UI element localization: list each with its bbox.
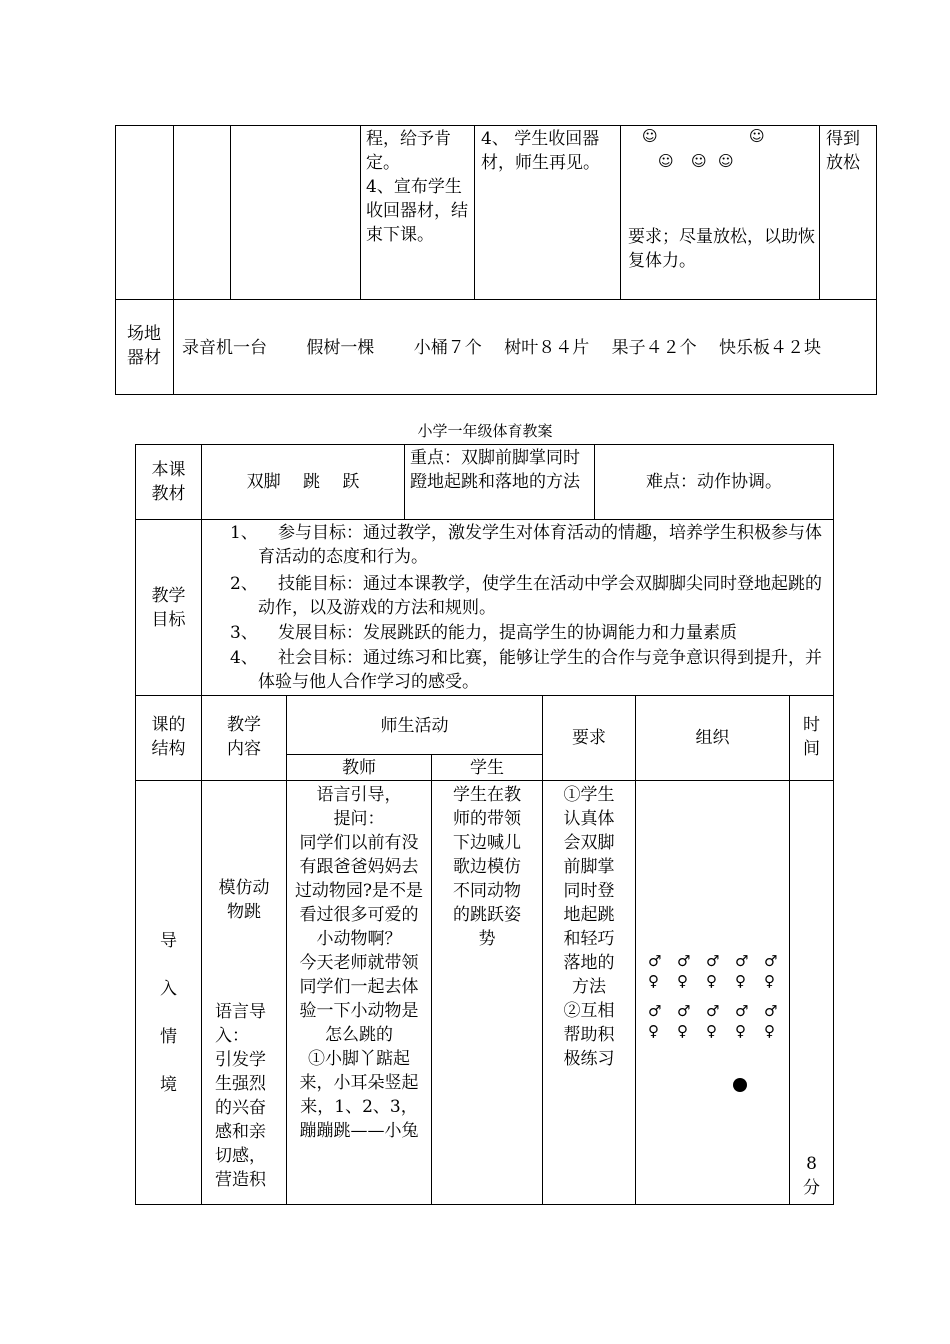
smiley-icon: ☺ (658, 152, 674, 170)
goal-number: 3、 (230, 623, 258, 643)
header-activities: 师生活动 (380, 716, 449, 736)
header-student: 学生 (470, 758, 504, 778)
material-label: 本课 教材 (151, 460, 186, 504)
smiley-icon: ☺ (749, 127, 765, 145)
male-symbol-icon: ♂ (764, 1002, 778, 1020)
female-symbol-icon: ♀ (735, 1022, 746, 1040)
goal-number: 2、 (230, 574, 258, 594)
structure-intro: 导 入 情 境 (160, 931, 177, 1095)
goal-text: 社会目标：通过练习和比赛，能够让学生的合作与竞争意识得到提升，并体验与他人合作学习的感受。 (258, 648, 822, 692)
smiley-icon: ☺ (718, 152, 734, 170)
content-intro: 语言导 入： 引发学 生强烈 的兴奋 感和亲 切感， 营造积 (215, 1002, 266, 1190)
relax-result: 得到放松 (826, 129, 860, 173)
male-symbol-icon: ♂ (764, 952, 778, 970)
goal-number: 4、 (230, 648, 258, 668)
goals-label: 教学 目标 (151, 586, 186, 630)
female-symbol-icon: ♀ (677, 972, 688, 990)
activity-requirement: ①学生认真体会双脚前脚掌同时登地起跳和轻巧落地的方法 ②互相帮助积极练习 (563, 785, 615, 1069)
key-point: 重点：双脚前脚掌同时蹬地起跳和落地的方法 (410, 448, 580, 492)
equipment-label: 场地 器材 (127, 324, 161, 368)
female-symbol-icon: ♀ (648, 1022, 659, 1040)
male-symbol-icon: ♂ (735, 952, 749, 970)
female-symbol-icon: ♀ (764, 1022, 775, 1040)
male-symbol-icon: ♂ (677, 952, 691, 970)
teacher-closing-text: 程，给予肯定。 4、宣布学生收回器材，结束下课。 (366, 129, 468, 245)
teacher-activity: 语言引导， 提问： 同学们以前有没有跟爸爸妈妈去过动物园?是不是看过很多可爱的小动物啊？ 今天老师就带领同学们一起去体验一下小动物是怎么跳的 ①小脚丫踮起来，小耳朵竖起来，1、2、3，蹦蹦跳——小兔 (294, 785, 424, 1141)
male-symbol-icon: ♂ (648, 952, 662, 970)
header-requirement: 要求 (572, 728, 606, 748)
female-symbol-icon: ♀ (648, 972, 659, 990)
content-imitate: 模仿动 物跳 (218, 878, 270, 922)
goal-text: 参与目标：通过教学，激发学生对体育活动的情趣，培养学生积极参与体育活动的态度和行为。 (258, 523, 822, 567)
male-symbol-icon: ♂ (677, 1002, 691, 1020)
header-time: 时 间 (803, 715, 820, 759)
female-symbol-icon: ♀ (677, 1022, 688, 1040)
male-symbol-icon: ♂ (648, 1002, 662, 1020)
equipment-list: 录音机一台 假树一棵 小桶７个 树叶８４片 果子４２个 快乐板４２块 (182, 338, 822, 358)
goal-text: 技能目标：通过本课教学，使学生在活动中学会双脚脚尖同时登地起跳的动作，以及游戏的方法和规则。 (258, 574, 822, 618)
female-symbol-icon: ♀ (706, 972, 717, 990)
difficulty: 难点：动作协调。 (646, 472, 782, 492)
goal-number: 1、 (230, 523, 258, 543)
relax-requirement: 要求；尽量放松，以助恢复体力。 (628, 227, 815, 271)
student-activity: 学生在教师的带领下边喊儿歌边模仿不同动物的跳跃姿势 (453, 785, 521, 949)
smiley-icon: ☺ (642, 127, 658, 145)
document-title: 小学一年级体育教案 (417, 422, 553, 440)
teacher-position-dot (733, 1078, 747, 1092)
female-symbol-icon: ♀ (735, 972, 746, 990)
header-teacher: 教师 (342, 758, 376, 778)
header-structure: 课的 结构 (151, 715, 186, 759)
male-symbol-icon: ♂ (735, 1002, 749, 1020)
time-value: 8 分 (803, 1154, 820, 1198)
female-symbol-icon: ♀ (706, 1022, 717, 1040)
student-closing-text: 4、 学生收回器材，师生再见。 (481, 129, 600, 173)
male-symbol-icon: ♂ (706, 952, 720, 970)
material-value: 双脚 跳 跃 (246, 472, 360, 492)
header-organization: 组织 (695, 728, 730, 748)
female-symbol-icon: ♀ (764, 972, 775, 990)
goal-text: 发展目标：发展跳跃的能力，提高学生的协调能力和力量素质 (278, 623, 737, 643)
smiley-icon: ☺ (691, 152, 707, 170)
header-content: 教学 内容 (227, 715, 261, 759)
male-symbol-icon: ♂ (706, 1002, 720, 1020)
